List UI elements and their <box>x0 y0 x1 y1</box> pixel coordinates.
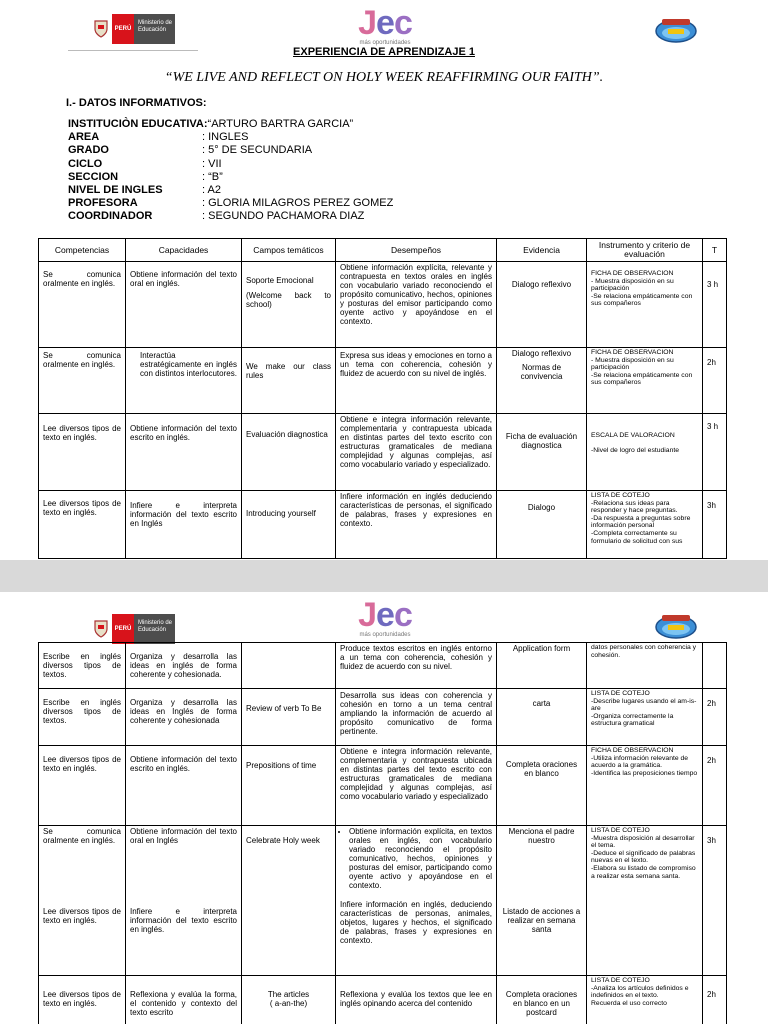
info-row: INSTITUCIÒN EDUCATIVA: “ARTURO BARTRA GARCIA” <box>68 118 354 130</box>
evidencia-cell: Completa oraciones en blanco en un postcard <box>497 976 587 1024</box>
competencia-cell: Escribe en inglés diversos tipos de textos. <box>39 643 126 689</box>
info-row: GRADO : 5° DE SECUNDARIA <box>68 144 313 157</box>
header-cell: Competencias <box>39 239 126 262</box>
header-cell: Campos temáticos <box>242 239 336 262</box>
ministry-logo <box>90 614 175 644</box>
instrumento-cell: LISTA DE COTEJO -Relaciona sus ideas para responder y hace preguntas. -Da respuesta a preguntas sobre información personal -Completa correctamente su formulario de solicitud con sus <box>587 491 703 559</box>
tiempo-cell: 2h <box>703 348 727 414</box>
tiempo-cell <box>703 643 727 689</box>
document-title: EXPERIENCIA DE APRENDIZAJE 1 <box>293 46 475 58</box>
instrumento-cell: FICHA DE OBSERVACION - Muestra disposición en su participación -Se relaciona empáticamente con sus compañeros <box>587 262 703 348</box>
desempeno-cell: Produce textos escritos en inglés entorno a un tema con coherencia, cohesión y fluidez de acuerdo con su nivel. <box>336 643 497 689</box>
desempeno-cell: Reflexiona y evalúa los textos que lee en inglés opinando acerca del contenido <box>336 976 497 1024</box>
learning-table-page-2 <box>38 642 727 1024</box>
competencia-cell: Lee diversos tipos de texto en inglés. <box>39 746 126 826</box>
peru-shield-icon <box>90 614 112 644</box>
desempeno-cell: Obtiene e integra información relevante, complementaria y contrapuesta ubicada en distintas partes del texto escrito con estructuras gramaticales de mediana complejidad y algunas complejas, así como vocabulario variado y especializado <box>336 746 497 826</box>
table-row <box>39 689 727 746</box>
tiempo-cell: 2h <box>703 689 727 746</box>
capacidad-cell: Obtiene información del texto oral en Inglés Infiere e interpreta información del texto escrito en inglés. <box>126 826 242 976</box>
evidencia-cell: Application form <box>497 643 587 689</box>
capacidad-cell: Organiza y desarrolla las ideas en inglés de forma coherente y cohesionada. <box>126 643 242 689</box>
info-row: CICLO : VII <box>68 157 222 170</box>
learning-table-page-1 <box>38 238 727 559</box>
desempeno-cell: Infiere información en inglés deduciendo características de personas, el significado de palabras, frases y expresiones en contexto. <box>336 491 497 559</box>
evidencia-cell: Completa oraciones en blanco <box>497 746 587 826</box>
table-row <box>39 746 727 826</box>
instrumento-cell: ESCALA DE VALORACION -Nivel de logro del estudiante <box>587 414 703 491</box>
competencia-cell: Escribe en inglés diversos tipos de textos. <box>39 689 126 746</box>
school-emblem-icon <box>654 612 698 640</box>
jec-tagline: más oportunidades <box>359 632 411 638</box>
table-row <box>39 826 727 976</box>
competencia-cell: Lee diversos tipos de texto en inglés. <box>39 491 126 559</box>
table-row <box>39 491 727 559</box>
table-row <box>39 414 727 491</box>
table-row <box>39 262 727 348</box>
evidencia-cell: Dialogo reflexivo Normas de convivencia <box>497 348 587 414</box>
campo-cell: Review of verb To Be <box>242 689 336 746</box>
header-cell: T <box>703 239 727 262</box>
evidencia-cell: Dialogo <box>497 491 587 559</box>
table-header-row <box>39 239 727 262</box>
tiempo-cell: 3 h <box>703 414 727 491</box>
capacidad-cell: Reflexiona y evalúa la forma, el contenido y contexto del texto escrito <box>126 976 242 1024</box>
ministry-label: Ministerio de Educación <box>134 14 175 44</box>
peru-shield-icon <box>90 14 112 44</box>
evidencia-cell: Menciona el padre nuestro Listado de acciones a realizar en semana santa <box>497 826 587 976</box>
campo-cell: Soporte Emocional (Welcome back to school) <box>242 262 336 348</box>
header-cell: Evidencia <box>497 239 587 262</box>
capacidad-cell: Infiere e interpreta información del texto escrito en Inglés <box>126 491 242 559</box>
capacidad-cell: Obtiene información del texto escrito en inglés. <box>126 746 242 826</box>
capacidad-cell: Obtiene información del texto escrito en inglés. <box>126 414 242 491</box>
info-row: COORDINADOR : SEGUNDO PACHAMORA DIAZ <box>68 210 365 223</box>
desempeno-cell: Obtiene e integra información relevante, complementaria y contrapuesta ubicada en distintas partes del texto escrito con estructuras gramaticales de mediana complejidad y algunas complejas, así como vocabulario variado y especializado. <box>336 414 497 491</box>
capacidad-cell: Obtiene información del texto oral en inglés. <box>126 262 242 348</box>
campo-cell: Evaluación diagnostica <box>242 414 336 491</box>
table-row <box>39 643 727 689</box>
jec-logo: Jec más oportunidades <box>350 598 420 638</box>
campo-cell <box>242 643 336 689</box>
desempeno-cell: Desarrolla sus ideas con coherencia y cohesión en torno a un tema central ampliando la información de acuerdo al propósito comunicativo de forma pertinente. <box>336 689 497 746</box>
instrumento-cell: LISTA DE COTEJO -Describe lugares usando el am-is-are -Organiza correctamente la estructura gramatical <box>587 689 703 746</box>
desempeno-cell: Obtiene información explícita, relevante y contrapuesta en textos orales en inglés con vocabulario variado reconociendo el propósito comunicativo, hechos, opiniones y posturas del emisor participando como oyente activo y apoyándose en el contexto. <box>336 262 497 348</box>
table-row <box>39 976 727 1024</box>
campo-cell: Prepositions of time <box>242 746 336 826</box>
ministry-label: Ministerio de Educación <box>134 614 175 644</box>
ministry-logo <box>90 14 175 44</box>
jec-tagline: más oportunidades <box>359 40 411 46</box>
campo-cell: We make our class rules <box>242 348 336 414</box>
capacidad-cell: Organiza y desarrolla las ideas en Inglés de forma coherente y cohesionada <box>126 689 242 746</box>
peru-label: PERÚ <box>112 14 134 44</box>
evidencia-cell: carta <box>497 689 587 746</box>
evidencia-cell: Dialogo reflexivo <box>497 262 587 348</box>
info-row: AREA : INGLES <box>68 131 249 144</box>
capacidad-cell: Interactúa estratégicamente en inglés con distintos interlocutores. <box>126 348 242 414</box>
jec-logo: Jec más oportunidades <box>350 6 420 46</box>
tiempo-cell: 2h <box>703 746 727 826</box>
desempeno-cell: Expresa sus ideas y emociones en torno a un tema con coherencia, cohesión y fluidez de acuerdo con su nivel de inglés. <box>336 348 497 414</box>
tiempo-cell: 3 h <box>703 262 727 348</box>
info-row: SECCION : “B” <box>68 170 223 183</box>
header-cell: Capacidades <box>126 239 242 262</box>
competencia-cell: Se comunica oralmente en inglés. <box>39 348 126 414</box>
evidencia-cell: Ficha de evaluación diagnostica <box>497 414 587 491</box>
desempeno-cell: • Obtiene información explícita, en textos orales en inglés, con vocabulario variado reconociendo el propósito comunicativo, hechos, opiniones y posturas del emisor, participando como oyente activo y apoyándose en el contexto. Infiere información en inglés, deduciendo características de personas, animales, objetos, lugares y hechos, el significado de palabras, frases y expresiones en contexto. <box>336 826 497 976</box>
competencia-cell: Se comunica oralmente en inglés. Lee diversos tipos de texto en inglés. <box>39 826 126 976</box>
campo-cell: Introducing yourself <box>242 491 336 559</box>
page-gap <box>0 560 768 592</box>
competencia-cell: Lee diversos tipos de texto en inglés. <box>39 976 126 1024</box>
info-row: PROFESORA : GLORIA MILAGROS PEREZ GOMEZ <box>68 197 394 210</box>
header-cell: Desempeños <box>336 239 497 262</box>
document-page-2 <box>0 592 768 1024</box>
campo-cell: Celebrate Holy week <box>242 826 336 976</box>
campo-cell: The articles ( a-an-the) <box>242 976 336 1024</box>
instrumento-cell: LISTA DE COTEJO -Analiza los artículos definidos e indefinidos en el texto. Recuerda el uso correcto <box>587 976 703 1024</box>
instrumento-cell: FICHA DE OBSERVACION - Muestra disposición en su participación -Se relaciona empáticamente con sus compañeros <box>587 348 703 414</box>
competencia-cell: Lee diversos tipos de texto en inglés. <box>39 414 126 491</box>
header-cell: Instrumento y criterio de evaluación <box>587 239 703 262</box>
info-row: NIVEL DE INGLES : A2 <box>68 184 221 197</box>
competencia-cell: Se comunica oralmente en inglés. <box>39 262 126 348</box>
instrumento-cell: datos personales con coherencia y cohesión. <box>587 643 703 689</box>
instrumento-cell: LISTA DE COTEJO -Muestra disposición al desarrollar el tema. -Deduce el significado de palabras nuevas en el texto. -Elabora su listado de compromiso a realizar esta semana santa. <box>587 826 703 976</box>
tiempo-cell: 2h <box>703 976 727 1024</box>
section-heading: I.- DATOS INFORMATIVOS: <box>66 97 207 109</box>
peru-label: PERÚ <box>112 614 134 644</box>
tiempo-cell: 3h <box>703 826 727 976</box>
school-emblem-icon <box>654 16 698 44</box>
info-block <box>68 118 393 224</box>
document-quote: “WE LIVE AND REFLECT ON HOLY WEEK REAFFIRMING OUR FAITH”. <box>164 70 604 85</box>
tiempo-cell: 3h <box>703 491 727 559</box>
instrumento-cell: FICHA DE OBSERVACION -Utiliza información relevante de acuerdo a la gramática. -Identifica las preposiciones tiempo <box>587 746 703 826</box>
table-row <box>39 348 727 414</box>
